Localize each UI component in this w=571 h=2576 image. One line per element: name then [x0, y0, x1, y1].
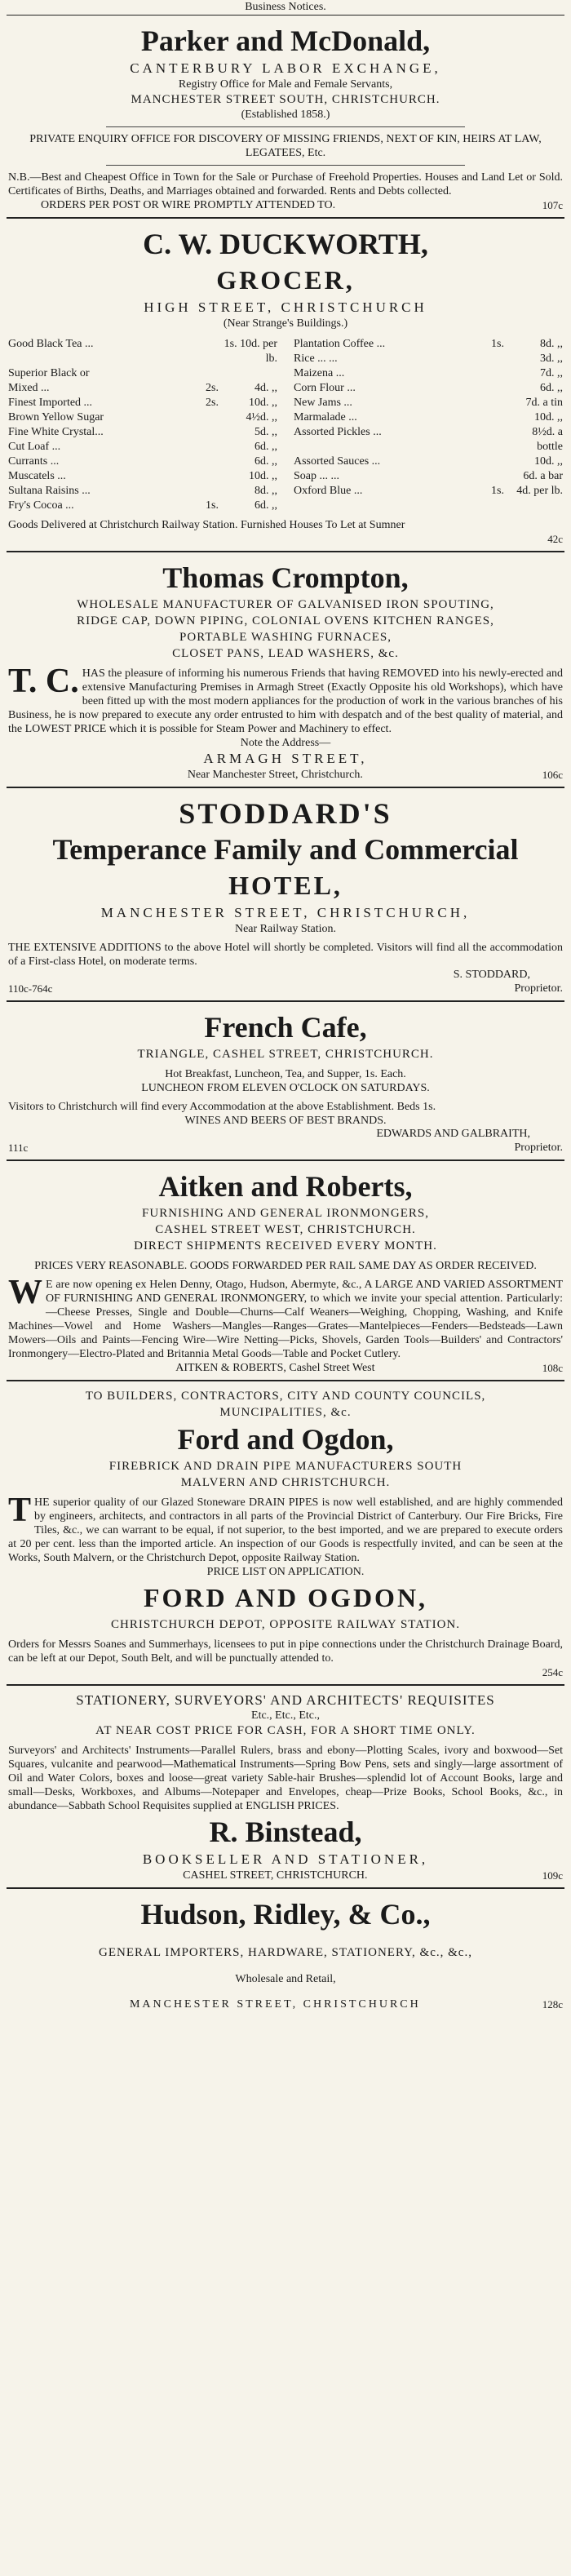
ad-line: CASHEL STREET WEST, CHRISTCHURCH.: [155, 1223, 416, 1236]
price-a: [473, 410, 504, 425]
ad-line: AT NEAR COST PRICE FOR CASH, FOR A SHORT TIME ONLY.: [95, 1724, 476, 1737]
ad-price: PRICE LIST ON APPLICATION.: [206, 1566, 365, 1578]
price-a: [473, 425, 504, 454]
price-name: Brown Yellow Sugar: [8, 411, 104, 423]
ad-line: FURNISHING AND GENERAL IRONMONGERS,: [142, 1207, 429, 1220]
ad-line: MALVERN AND CHRISTCHURCH.: [180, 1476, 391, 1489]
price-name: Fine White Crystal...: [8, 426, 104, 438]
ad-body-text: HAS the pleasure of informing his numerous Friends that having REMOVED into his newly-erected and extensive Manufacturing Premises in Armagh Street (Exactly Opposite his old Workshops), which have been fitted up with the most modern appliances for the production of work in the various branches of his Business, he is now prepared to execute any order entrusted to him with despatch and of the best quality of material, and the LOWEST PRICE which it is possible for Steam Power and Machinery to effect.: [8, 667, 563, 735]
price-b: 4d. per lb.: [516, 485, 563, 497]
price-row: [294, 484, 563, 499]
ad-address: TRIANGLE, CASHEL STREET, CHRISTCHURCH.: [137, 1048, 434, 1061]
price-b: 8d. ,,: [255, 485, 277, 497]
ad-body: Visitors to Christchurch will find every Accommodation at the above Establishment. Beds 1s.: [8, 1101, 436, 1113]
ad-body-text: E are now opening ex Helen Denny, Otago, Hudson, Abermyte, &c., A LARGE AND VARIED ASSORTMENT OF FURNISHING AND GENERAL IRONMONGERY, to which we invite your special attention. Particularly:—Cheese Presses, Single and Double—Churns—Calf Weaners—Weighing, Chopping, Washing, and Knife Machines—Vowel and Home Washers—Mangles—Ranges—Grates—Mantelpieces—Fenders—Bedsteads—Lawn Mowers—Oils and Paints—Fencing Wire—Wire Netting—Picks, Shovels, Garden Tools—Builders' and Contractors' Ironmongery—Electro-Plated and Britannia Metal Goods—Table and Pocket Cutlery.: [8, 1279, 563, 1360]
price-b: 3d. ,,: [540, 352, 563, 365]
price-row: [294, 454, 563, 469]
price-row: [294, 366, 563, 381]
ad-line: PORTABLE WASHING FURNACES,: [179, 631, 392, 644]
ad-line: DIRECT SHIPMENTS RECEIVED EVERY MONTH.: [134, 1239, 437, 1253]
ad-duckworth: [7, 219, 564, 552]
ad-street: ARMAGH STREET,: [203, 751, 368, 766]
ad-title: STODDARD'S: [179, 797, 392, 830]
ad-line: Wholesale and Retail,: [235, 1973, 336, 1985]
price-b: 6d. ,,: [255, 441, 277, 453]
ad-title: Ford and Ogdon,: [177, 1423, 394, 1456]
ad-line: Etc., Etc., Etc.,: [251, 1709, 320, 1722]
ad-footer: ORDERS PER POST OR WIRE PROMPTLY ATTENDED TO.: [41, 199, 336, 211]
price-name: Soap ... ...: [294, 470, 339, 482]
ad-body: [8, 1492, 563, 1565]
price-a: [473, 366, 504, 381]
price-b: 6d. ,,: [255, 455, 277, 468]
drop-cap: W: [8, 1274, 42, 1311]
price-a: [188, 484, 219, 499]
price-a: 1s.: [206, 499, 219, 512]
price-column-left: [8, 337, 277, 513]
ad-footer-row: [8, 198, 563, 212]
price-name: Currants ...: [8, 455, 60, 468]
ad-line: FIREBRICK AND DRAIN PIPE MANUFACTURERS SOUTH: [108, 1460, 463, 1473]
price-b: 10d. ,,: [249, 397, 277, 409]
ad-ref: 254c: [542, 1666, 563, 1678]
ad-title: French Cafe,: [204, 1011, 367, 1044]
price-b: [219, 366, 277, 381]
price-b: 6d. ,,: [255, 499, 277, 512]
ad-line: PRIVATE ENQUIRY OFFICE FOR DISCOVERY OF MISSING FRIENDS, NEXT OF KIN, HEIRS AT LAW, LEGATEES, Etc.: [29, 133, 542, 159]
ad-ref-row: [8, 1665, 563, 1679]
price-column-right: [294, 337, 563, 513]
price-b: 6d. a bar: [523, 470, 563, 482]
price-row: [8, 440, 277, 454]
ad-role: Proprietor.: [514, 1142, 563, 1154]
price-row: [8, 410, 277, 425]
price-row: [294, 337, 563, 352]
price-row: [294, 352, 563, 366]
ad-near: Near Manchester Street, Christchurch.: [187, 769, 363, 781]
ad-line: CLOSET PANS, LEAD WASHERS, &c.: [172, 647, 399, 660]
ad-crompton: [7, 552, 564, 788]
price-row: [8, 454, 277, 469]
ad-line: BOOKSELLER AND STATIONER,: [142, 1851, 429, 1867]
price-a: 2s.: [206, 397, 219, 409]
ad-stoddard: [7, 788, 564, 1002]
price-a: [473, 396, 504, 410]
ad-address: MANCHESTER STREET SOUTH, CHRISTCHURCH.: [131, 93, 440, 106]
ad-note: Note the Address—: [240, 737, 331, 749]
ad-near: (Near Strange's Buildings.): [223, 317, 348, 330]
ad-signature: S. STODDARD,: [453, 969, 530, 981]
price-b: 10d. ,,: [534, 455, 563, 468]
price-row: [294, 469, 563, 484]
ad-ref: 110c-764c: [8, 982, 53, 995]
price-row: [294, 410, 563, 425]
ad-footer-row: [8, 1361, 563, 1375]
ad-signature: EDWARDS AND GALBRAITH,: [376, 1128, 530, 1140]
price-a: [188, 440, 219, 454]
ad-address: MANCHESTER STREET, CHRISTCHURCH: [129, 1998, 421, 2011]
ad-address: HIGH STREET, CHRISTCHURCH: [144, 299, 427, 315]
ad-ref: 128c: [542, 1998, 563, 2011]
ad-footer-row: [8, 1869, 563, 1882]
ad-address: CASHEL STREET, CHRISTCHURCH.: [183, 1869, 368, 1882]
price-row: [8, 425, 277, 440]
price-name: New Jams ...: [294, 397, 352, 409]
ad-line: MUNCIPALITIES, &c.: [219, 1406, 352, 1419]
ad-established: (Established 1858.): [241, 109, 330, 121]
ad-footer-row: [8, 1141, 563, 1155]
price-b: 8½d. a bottle: [532, 426, 563, 453]
ad-line: Registry Office for Male and Female Servants,: [178, 78, 393, 91]
ad-subtitle: CANTERBURY LABOR EXCHANGE,: [130, 60, 441, 76]
ad-line: WHOLESALE MANUFACTURER OF GALVANISED IRON SPOUTING,: [77, 598, 494, 611]
divider: [106, 126, 465, 127]
ad-role: Proprietor.: [514, 982, 563, 995]
price-a: [188, 366, 219, 381]
ad-title: HOTEL,: [228, 871, 343, 900]
ad-wines: WINES AND BEERS OF BEST BRANDS.: [184, 1115, 387, 1127]
ad-ref-row: [8, 532, 563, 546]
ad-ref: 111c: [8, 1142, 29, 1154]
price-name: Rice ... ...: [294, 352, 338, 365]
ad-subtitle: GROCER,: [216, 265, 355, 295]
running-head: Business Notices.: [7, 0, 564, 16]
ad-title: FORD AND OGDON,: [143, 1583, 428, 1612]
ad-title: Parker and McDonald,: [140, 24, 431, 57]
ad-ref: 107c: [542, 199, 563, 211]
ad-body: [8, 1274, 563, 1361]
price-row: [294, 425, 563, 454]
price-row: [8, 366, 277, 381]
price-name: Finest Imported ...: [8, 397, 93, 409]
ad-hudson-ridley: [7, 1889, 564, 2016]
price-a: [473, 352, 504, 366]
price-row: [8, 381, 277, 396]
ad-title: Aitken and Roberts,: [158, 1170, 413, 1203]
price-name: Good Black Tea ...: [8, 338, 94, 350]
price-b: 1s. 10d. per lb.: [224, 338, 277, 365]
price-name: Muscatels ...: [8, 470, 66, 482]
price-b: 7d. ,,: [540, 367, 563, 379]
ad-title: Hudson, Ridley, & Co.,: [140, 1898, 431, 1931]
price-a: [473, 454, 504, 469]
price-b: 6d. ,,: [540, 382, 563, 394]
ad-title: R. Binstead,: [209, 1816, 362, 1848]
ad-line: GENERAL IMPORTERS, HARDWARE, STATIONERY, &c., &c.,: [99, 1946, 472, 1959]
ad-body-text: HE superior quality of our Glazed Stoneware DRAIN PIPES is now well established, and are highly commended by engineers, architects, and contractors in all parts of the Provincial District of Canterbury. Our Fire Bricks, Fire Tiles, &c., we can warrant to be equal, if not superior, to the best imported, and we are prepared to execute orders at 20 per cent. less than the imported article. An inspection of our Goods is respectfully invited, and can be seen at the Works, South Malvern, or the Christchurch Depot, opposite Railway Station.: [8, 1496, 563, 1564]
ad-aitken-roberts: [7, 1161, 564, 1381]
ad-footer-row: [8, 1997, 563, 2011]
price-b: 10d. ,,: [534, 411, 563, 423]
ad-body: [8, 663, 563, 736]
ad-ford-ogdon: [7, 1381, 564, 1686]
ad-footer-row: [8, 768, 563, 782]
price-name: Corn Flour ...: [294, 382, 356, 394]
price-name: Marmalade ...: [294, 411, 357, 423]
price-name: Cut Loaf ...: [8, 441, 61, 453]
price-b: 5d. ,,: [255, 426, 277, 438]
divider: [106, 165, 465, 166]
ad-body: Orders for Messrs Soanes and Summerhays, licensees to put in pipe connections under the Christchurch Drainage Board, can be left at our Depot, South Belt, and will be punctually attended to.: [8, 1638, 563, 1665]
page: [7, 0, 564, 2016]
ad-signature: AITKEN & ROBERTS, Cashel Street West: [175, 1362, 375, 1374]
ad-footer: Goods Delivered at Christchurch Railway Station. Furnished Houses To Let at Sumner: [8, 519, 405, 531]
price-name: Oxford Blue ...: [294, 485, 363, 497]
price-a: 2s.: [206, 382, 219, 394]
drop-cap: T: [8, 1492, 32, 1529]
price-row: [294, 396, 563, 410]
price-b: 10d. ,,: [249, 470, 277, 482]
ad-ref: 106c: [542, 769, 563, 781]
price-row: [8, 499, 277, 513]
price-name: Maizena ...: [294, 367, 345, 379]
ad-body: THE EXTENSIVE ADDITIONS to the above Hotel will shortly be completed. Visitors will find all the accommodation of a First-class Hotel, on moderate terms.: [8, 942, 563, 968]
price-a: [188, 469, 219, 484]
price-b: 7d. a tin: [525, 397, 563, 409]
ad-line: Hot Breakfast, Luncheon, Tea, and Supper, 1s. Each.: [165, 1068, 406, 1080]
ad-line: LUNCHEON FROM ELEVEN O'CLOCK ON SATURDAYS.: [141, 1082, 430, 1094]
ad-line: RIDGE CAP, DOWN PIPING, COLONIAL OVENS KITCHEN RANGES,: [77, 614, 494, 627]
price-a: [188, 454, 219, 469]
ad-line: PRICES VERY REASONABLE. GOODS FORWARDED PER RAIL SAME DAY AS ORDER RECEIVED.: [34, 1260, 537, 1272]
price-b: 8d. ,,: [540, 338, 563, 350]
price-row: [8, 484, 277, 499]
price-a: [473, 469, 504, 484]
ad-ref: 108c: [542, 1362, 563, 1374]
ad-ref: 109c: [542, 1869, 563, 1882]
ad-near: Near Railway Station.: [234, 923, 337, 935]
price-name: Assorted Pickles ...: [294, 426, 382, 438]
ad-ref: 42c: [547, 533, 563, 545]
price-a: 1s.: [491, 485, 504, 497]
ad-footer-row: [8, 982, 563, 995]
ad-body: N.B.—Best and Cheapest Office in Town for the Sale or Purchase of Freehold Properties. Houses and Land Let or Sold. Certificates of Births, Deaths, and Marriages obtained and forwarded. Rents and Debts collected.: [8, 171, 563, 197]
ad-binstead: [7, 1686, 564, 1889]
price-name: Superior Black or: [8, 367, 90, 379]
ad-line: TO BUILDERS, CONTRACTORS, CITY AND COUNTY COUNCILS,: [85, 1390, 486, 1403]
ad-title: Thomas Crompton,: [162, 561, 409, 594]
ad-address: MANCHESTER STREET, CHRISTCHURCH,: [100, 905, 471, 920]
price-a: [473, 381, 504, 396]
price-list: [8, 337, 563, 513]
price-row: [8, 469, 277, 484]
price-a: [188, 410, 219, 425]
price-name: Plantation Coffee ...: [294, 338, 386, 350]
price-name: Fry's Cocoa ...: [8, 499, 74, 512]
price-row: [8, 337, 277, 366]
price-a: 1s.: [491, 338, 504, 350]
ad-title: Temperance Family and Commercial: [52, 833, 519, 866]
ad-body: Surveyors' and Architects' Instruments—Parallel Rulers, brass and ebony—Plotting Scales, ivory and boxwood—Set Squares, vulcanite and pearwood—Mathematical Instruments—Spring Bow Pens, sets and singly—large assortment of Oil and Water Colors, boxes and loose—great variety Sable-hair Brushes—splendid lot of Account Books, large and small—Desks, Workboxes, and Albums—Notepaper and Envelopes, cheap—Prize Books, School Books, &c., in abundance—Sabbath School Requisites supplied at ENGLISH PRICES.: [8, 1745, 563, 1812]
ad-french-cafe: [7, 1002, 564, 1161]
price-a: [188, 337, 219, 366]
ad-parker-mcdonald: [7, 16, 564, 219]
drop-cap: T. C.: [8, 663, 79, 700]
ad-title: C. W. DUCKWORTH,: [143, 228, 428, 260]
price-row: [8, 396, 277, 410]
price-name: Mixed ...: [8, 382, 50, 394]
price-b: 4½d. ,,: [246, 411, 277, 423]
price-row: [294, 381, 563, 396]
price-a: [188, 425, 219, 440]
ad-line: CHRISTCHURCH DEPOT, OPPOSITE RAILWAY STATION.: [111, 1618, 460, 1631]
price-name: Assorted Sauces ...: [294, 455, 381, 468]
price-b: 4d. ,,: [255, 382, 277, 394]
ad-heading: STATIONERY, SURVEYORS' AND ARCHITECTS' REQUISITES: [76, 1692, 495, 1708]
price-name: Sultana Raisins ...: [8, 485, 91, 497]
